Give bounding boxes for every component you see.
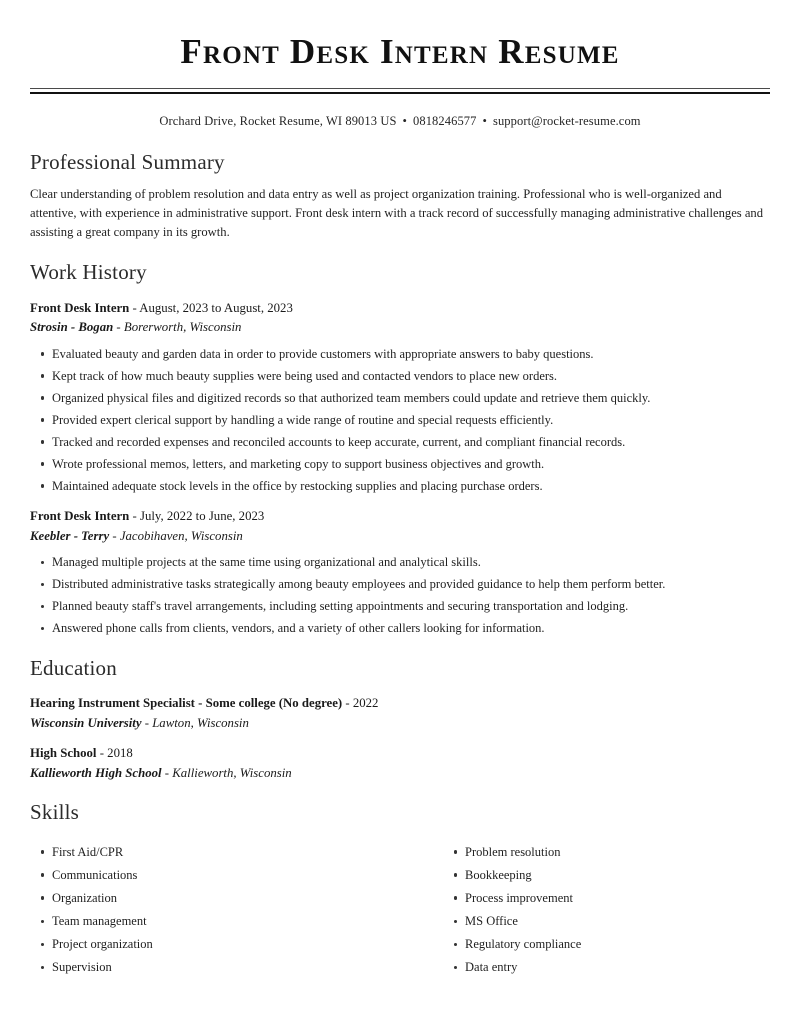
education-entry-school-separator: -: [161, 765, 173, 780]
summary-text: Clear understanding of problem resolution and data entry as well as project organization training. Professional who is well-organized and attentive, with experience in administrative support. Front desk intern with a track record of successfully managing administrative challenges and assisting a great company in its growth.: [30, 187, 764, 240]
education-entry-degree: High School: [30, 746, 97, 761]
work-entry-dates: August, 2023 to August, 2023: [139, 300, 293, 315]
list-item: MS Office: [443, 912, 770, 931]
education-entry: [30, 744, 770, 782]
skills-list-right: [443, 843, 770, 977]
work-entry: [30, 299, 770, 496]
skills-columns: [30, 835, 770, 982]
list-item: Kept track of how much beauty supplies were being used and contacted vendors to place new orders.: [30, 367, 770, 386]
education-entry-degree-line: [30, 744, 770, 763]
list-item: Answered phone calls from clients, vendors, and a variety of other callers looking for information.: [30, 619, 770, 638]
skills-list-left: [30, 843, 400, 977]
contact-email[interactable]: support@rocket-resume.com: [492, 113, 641, 128]
list-item: Provided expert clerical support by handling a wide range of routine and special requests efficiently.: [30, 411, 770, 430]
list-item: Maintained adequate stock levels in the office by restocking supplies and placing purchase orders.: [30, 477, 770, 496]
header-divider: [30, 88, 770, 94]
list-item: Wrote professional memos, letters, and marketing copy to support business objectives and growth.: [30, 455, 770, 474]
list-item: Supervision: [30, 958, 400, 977]
list-item: Regulatory compliance: [443, 935, 770, 954]
list-item: Process improvement: [443, 889, 770, 908]
list-item: Evaluated beauty and garden data in order to provide customers with appropriate answers to baby questions.: [30, 345, 770, 364]
work-entry-org-separator: -: [113, 320, 124, 335]
skills-column-left: [30, 835, 400, 982]
education-entry-school: Kallieworth High School: [30, 765, 162, 780]
contact-separator-2: •: [482, 113, 487, 128]
work-entry: [30, 507, 770, 638]
education-entry-school-separator: -: [141, 715, 153, 730]
work-entry-role: Front Desk Intern: [30, 509, 130, 524]
list-item: Planned beauty staff's travel arrangements, including setting appointments and securing transportation and lodging.: [30, 597, 770, 616]
work-entry-org-line: [30, 318, 770, 337]
work-entry-bullets: [30, 553, 770, 638]
education-entry-separator: -: [342, 696, 353, 711]
divider-line-thick: [30, 92, 770, 94]
education-entry-school-line: [30, 714, 770, 733]
list-item: Problem resolution: [443, 843, 770, 862]
work-entry-separator: -: [129, 509, 140, 524]
work-entry-org-line: [30, 527, 770, 546]
list-item: Team management: [30, 912, 400, 931]
list-item: Organization: [30, 889, 400, 908]
contact-phone: 0818246577: [413, 113, 477, 128]
work-entry-title-line: [30, 507, 770, 526]
work-entry-location: Jacobihaven, Wisconsin: [119, 528, 243, 543]
section-skills: [30, 799, 770, 981]
work-entry-org-separator: -: [109, 528, 120, 543]
list-item: Organized physical files and digitized records so that authorized team members could update and retrieve them quickly.: [30, 389, 770, 408]
education-entry: [30, 694, 770, 732]
work-entry-bullets: [30, 345, 770, 496]
work-entry-separator: -: [129, 300, 140, 315]
contact-separator-1: •: [402, 113, 407, 128]
section-heading-skills: Skills: [30, 800, 80, 825]
education-entry-school-line: [30, 764, 770, 783]
skills-column-right: [400, 835, 770, 982]
list-item: Project organization: [30, 935, 400, 954]
work-entry-dates: July, 2022 to June, 2023: [139, 509, 265, 524]
list-item: Distributed administrative tasks strategically among beauty employees and provided guidance to help them perform better.: [30, 575, 770, 594]
list-item: First Aid/CPR: [30, 843, 400, 862]
list-item: Bookkeeping: [443, 866, 770, 885]
page-title: Front Desk Intern Resume: [180, 32, 620, 71]
list-item: Data entry: [443, 958, 770, 977]
education-entry-year: 2022: [352, 696, 379, 711]
work-entry-title-line: [30, 299, 770, 318]
education-entry-degree-line: [30, 694, 770, 713]
section-education: [30, 655, 770, 782]
contact-address: Orchard Drive, Rocket Resume, WI 89013 US: [159, 113, 397, 128]
education-entry-separator: -: [96, 746, 108, 761]
section-heading-summary: Professional Summary: [30, 149, 225, 174]
list-item: Tracked and recorded expenses and reconciled accounts to keep accurate, current, and compliant financial records.: [30, 433, 770, 452]
section-heading-work-history: Work History: [30, 260, 147, 285]
list-item: Managed multiple projects at the same time using organizational and analytical skills.: [30, 553, 770, 572]
contact-info: [30, 114, 770, 129]
work-entry-role: Front Desk Intern: [30, 300, 130, 315]
work-entry-organization: Keebler - Terry: [30, 528, 110, 543]
work-entry-location: Borerworth, Wisconsin: [123, 320, 242, 335]
education-entry-school: Wisconsin University: [30, 715, 142, 730]
education-entry-year: 2018: [107, 746, 133, 761]
education-entry-location: Lawton, Wisconsin: [152, 715, 249, 730]
education-entry-location: Kallieworth, Wisconsin: [172, 765, 292, 780]
education-entry-degree: Hearing Instrument Specialist - Some college (No degree): [30, 696, 343, 711]
section-professional-summary: [30, 149, 770, 243]
section-work-history: [30, 259, 770, 637]
section-heading-education: Education: [30, 655, 117, 680]
work-entry-organization: Strosin - Bogan: [30, 320, 114, 335]
list-item: Communications: [30, 866, 400, 885]
